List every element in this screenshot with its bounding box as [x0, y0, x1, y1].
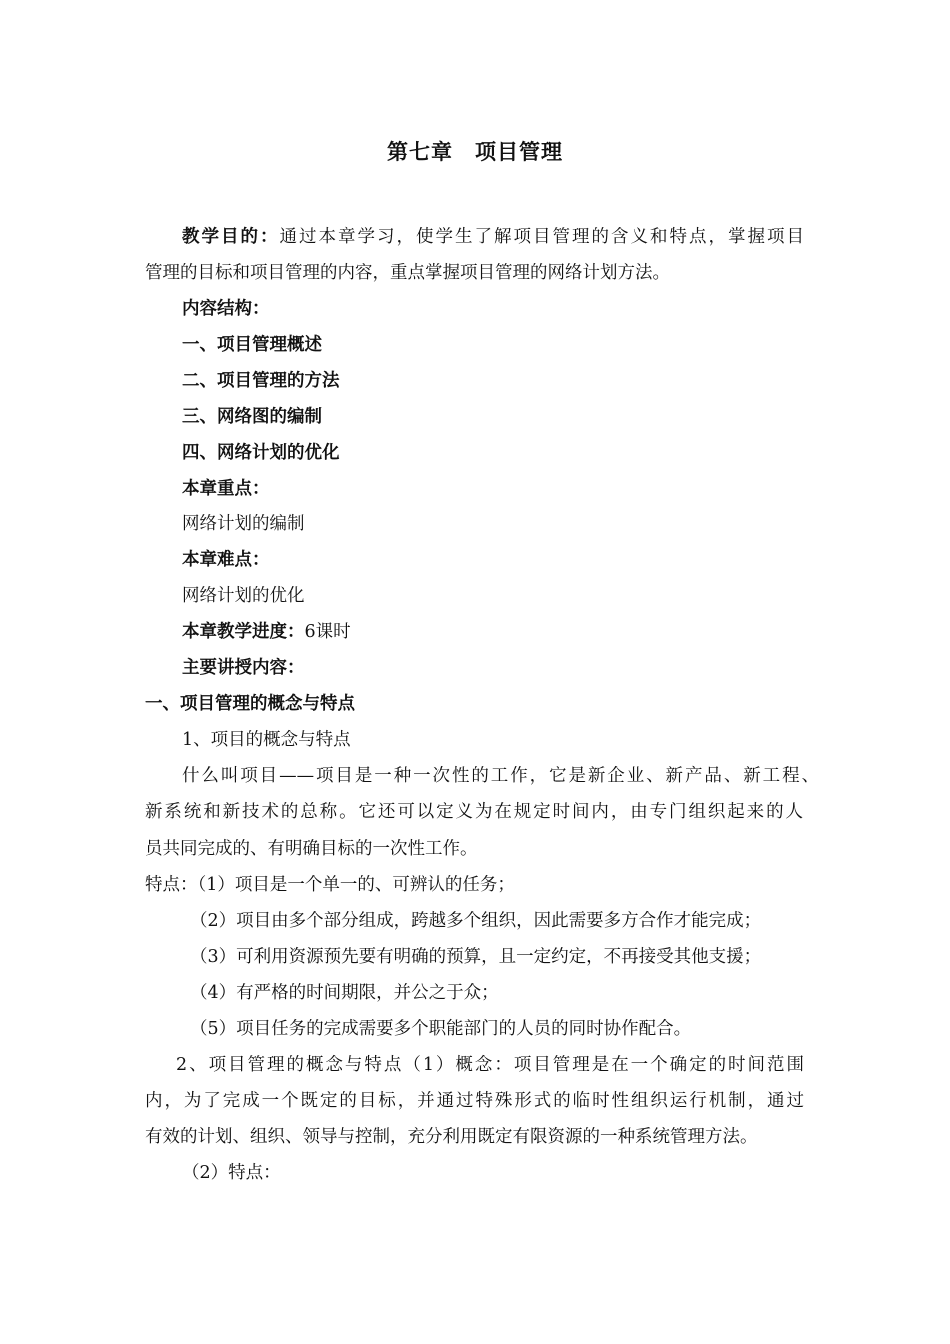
chapter-title: 第七章 项目管理	[387, 140, 563, 164]
structure-item: 二、项目管理的方法	[182, 371, 340, 391]
feature-item: （4）有严格的时间期限，并公之于众；	[190, 983, 499, 1003]
definition-line-2: 新系统和新技术的总称。它还可以定义为在规定时间内，由专门组织起来的人	[145, 802, 803, 822]
objective-text-1: 通过本章学习，使学生了解项目管理的含义和特点，掌握项目	[279, 227, 804, 247]
feature-item: （5）项目任务的完成需要多个职能部门的人员的同时协作配合。	[190, 1019, 692, 1039]
schedule-value: 6课时	[304, 622, 351, 642]
main-content-heading: 主要讲授内容：	[182, 658, 305, 678]
structure-item: 一、项目管理概述	[182, 335, 322, 355]
feature-item: （2）项目由多个部分组成，跨越多个组织，因此需要多方合作才能完成；	[190, 911, 762, 931]
section-1-heading: 一、项目管理的概念与特点	[145, 694, 355, 714]
subsection-2-features-label: （2）特点：	[182, 1163, 281, 1183]
subsection-2-line-3: 有效的计划、组织、领导与控制，充分利用既定有限资源的一种系统管理方法。	[145, 1127, 758, 1147]
features-label: 特点：	[145, 875, 198, 895]
difficulty-heading: 本章难点：	[182, 550, 270, 570]
structure-item: 三、网络图的编制	[182, 407, 322, 427]
features-line-1	[145, 873, 515, 897]
feature-item: （3）可利用资源预先要有明确的预算，且一定约定，不再接受其他支援；	[190, 947, 762, 967]
difficulty-text: 网络计划的优化	[182, 586, 305, 606]
feature-item: （1）项目是一个单一的、可辨认的任务；	[197, 875, 515, 895]
objective-text-2: 管理的目标和项目管理的内容，重点掌握项目管理的网络计划方法。	[145, 263, 670, 283]
subsection-2-line-1: 2、项目管理的概念与特点（1）概念：项目管理是在一个确定的时间范围	[176, 1055, 804, 1075]
structure-heading: 内容结构：	[182, 299, 270, 319]
key-point-text: 网络计划的编制	[182, 514, 305, 534]
objective-label: 教学目的：	[182, 227, 280, 247]
subsection-2-line-2: 内，为了完成一个既定的目标，并通过特殊形式的临时性组织运行机制，通过	[145, 1091, 804, 1111]
definition-line-3: 员共同完成的、有明确目标的一次性工作。	[145, 839, 478, 859]
objective-line-1	[182, 225, 804, 249]
schedule-line	[182, 620, 351, 644]
schedule-label: 本章教学进度：	[182, 622, 305, 642]
subsection-1-heading: 1、项目的概念与特点	[182, 730, 351, 750]
definition-line-1: 什么叫项目——项目是一种一次性的工作，它是新企业、新产品、新工程、	[182, 766, 819, 786]
key-point-heading: 本章重点：	[182, 479, 270, 499]
structure-item: 四、网络计划的优化	[182, 443, 340, 463]
